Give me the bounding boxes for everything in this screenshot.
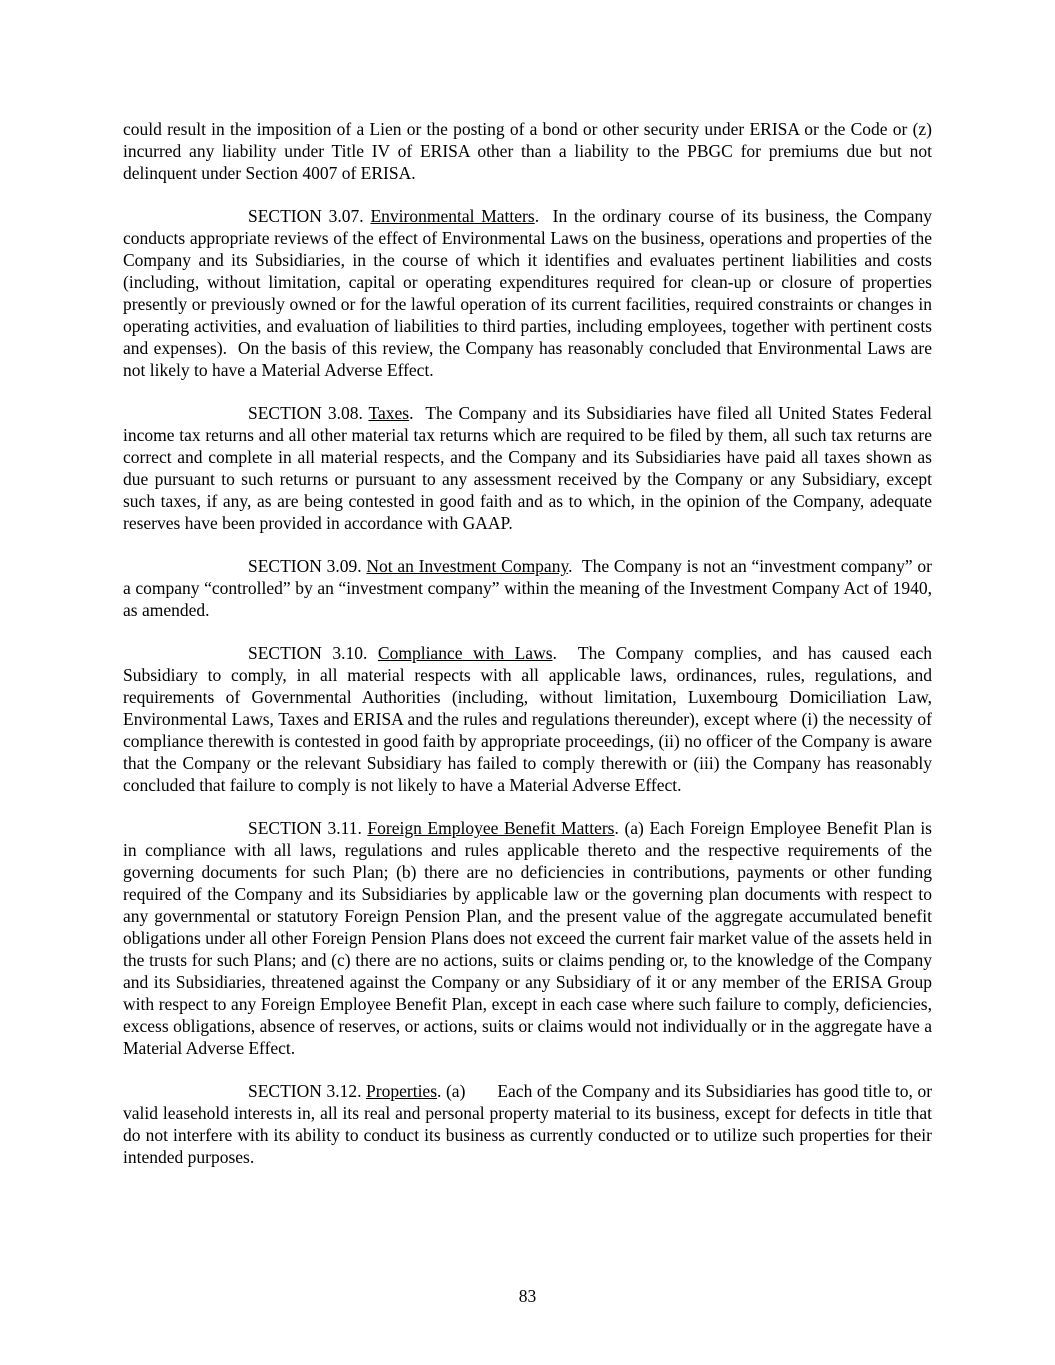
section-label: SECTION 3.07. <box>248 206 364 226</box>
section-heading: Not an Investment Company <box>366 556 569 576</box>
section-body: In the ordinary course of its business, the Company conducts appropriate reviews of the effect of Environmental Laws on the business, operations and properties of the Company and its Subsidiaries, in the course of which it identifies and evaluates pertinent liabilities and costs (including, without limitation, capital or operating expenditures required for clean-up or closure of properties presently or previously owned or for the lawful operation of its current facilities, required constraints or changes in operating activities, and evaluation of liabilities to third parties, including employees, together with pertinent costs and expenses). On the basis of this review, the Company has reasonably concluded that Environmental Laws are not likely to have a Material Adverse Effect. <box>123 206 933 380</box>
section-3-12-paragraph <box>123 1080 932 1168</box>
section-heading: Environmental Matters <box>370 206 535 226</box>
section-heading: Compliance with Laws <box>377 643 553 663</box>
section-heading-period: . <box>552 643 557 663</box>
section-3-09-paragraph <box>123 555 932 621</box>
section-heading-period: . <box>614 818 619 838</box>
section-body: (a) Each of the Company and its Subsidiaries has good title to, or valid leasehold interests in, all its real and personal property material to its business, except for defects in title that do not interfere with its ability to conduct its business as currently conducted or to utilize such properties for their intended purposes. <box>123 1081 933 1167</box>
page-number: 83 <box>518 1286 537 1306</box>
section-3-08-paragraph <box>123 402 932 534</box>
section-heading: Taxes <box>368 403 410 423</box>
continuation-paragraph <box>123 118 932 184</box>
section-label: SECTION 3.09. <box>248 556 362 576</box>
continuation-text: could result in the imposition of a Lien or the posting of a bond or other security under ERISA or the Code or (z) incurred any liability under Title IV of ERISA other than a liability to the PBGC for premiums due but not delinquent under Section 4007 of ERISA. <box>123 119 932 183</box>
section-3-07-paragraph <box>123 205 932 381</box>
section-body: (a) Each Foreign Employee Benefit Plan is in compliance with all laws, regulations and rules applicable thereto and the respective requirements of the governing documents for such Plan; (b) there are no deficiencies in contributions, payments or other funding required of the Company and its Subsidiaries by applicable law or the governing plan documents with respect to any governmental or statutory Foreign Pension Plan, and the present value of the aggregate accumulated benefit obligations under all other Foreign Pension Plans does not exceed the current fair market value of the assets held in the trusts for such Plans; and (c) there are no actions, suits or claims pending or, to the knowledge of the Company and its Subsidiaries, threatened against the Company or any Subsidiary of it or any member of the ERISA Group with respect to any Foreign Employee Benefit Plan, except in each case where such failure to comply, deficiencies, excess obligations, absence of reserves, or actions, suits or claims would not individually or in the aggregate have a Material Adverse Effect. <box>123 818 932 1058</box>
section-heading-period: . <box>568 556 573 576</box>
section-3-11-paragraph <box>123 817 932 1059</box>
section-body: The Company complies, and has caused each Subsidiary to comply, in all material respects with all applicable laws, ordinances, rules, regulations, and requirements of Governmental Authorities (including, without limitation, Luxembourg Domiciliation Law, Environmental Laws, Taxes and ERISA and the rules and regulations thereunder), except where (i) the necessity of compliance therewith is contested in good faith by appropriate proceedings, (ii) no officer of the Company is aware that the Company or the relevant Subsidiary has failed to comply therewith or (iii) the Company has reasonably concluded that failure to comply is not likely to have a Material Adverse Effect. <box>123 643 933 795</box>
section-3-10-paragraph <box>123 642 932 796</box>
section-heading-period: . <box>409 403 414 423</box>
section-label: SECTION 3.12. <box>248 1081 362 1101</box>
section-label: SECTION 3.08. <box>248 403 363 423</box>
section-heading: Foreign Employee Benefit Matters <box>367 818 615 838</box>
section-label: SECTION 3.10. <box>248 643 368 663</box>
section-heading-period: . <box>534 206 540 226</box>
section-body: The Company is not an “investment company” or a company “controlled” by an “investment company” within the meaning of the Investment Company Act of 1940, as amended. <box>123 556 932 620</box>
section-heading-period: . <box>437 1081 442 1101</box>
section-heading: Properties <box>366 1081 438 1101</box>
section-body: The Company and its Subsidiaries have filed all United States Federal income tax returns and all other material tax returns which are required to be filed by them, all such tax returns are correct and complete in all material respects, and the Company and its Subsidiaries have paid all taxes shown as due pursuant to such returns or pursuant to any assessment received by the Company or any Subsidiary, except such taxes, if any, as are being contested in good faith and as to which, in the opinion of the Company, adequate reserves have been provided in accordance with GAAP. <box>123 403 932 533</box>
section-label: SECTION 3.11. <box>248 818 362 838</box>
